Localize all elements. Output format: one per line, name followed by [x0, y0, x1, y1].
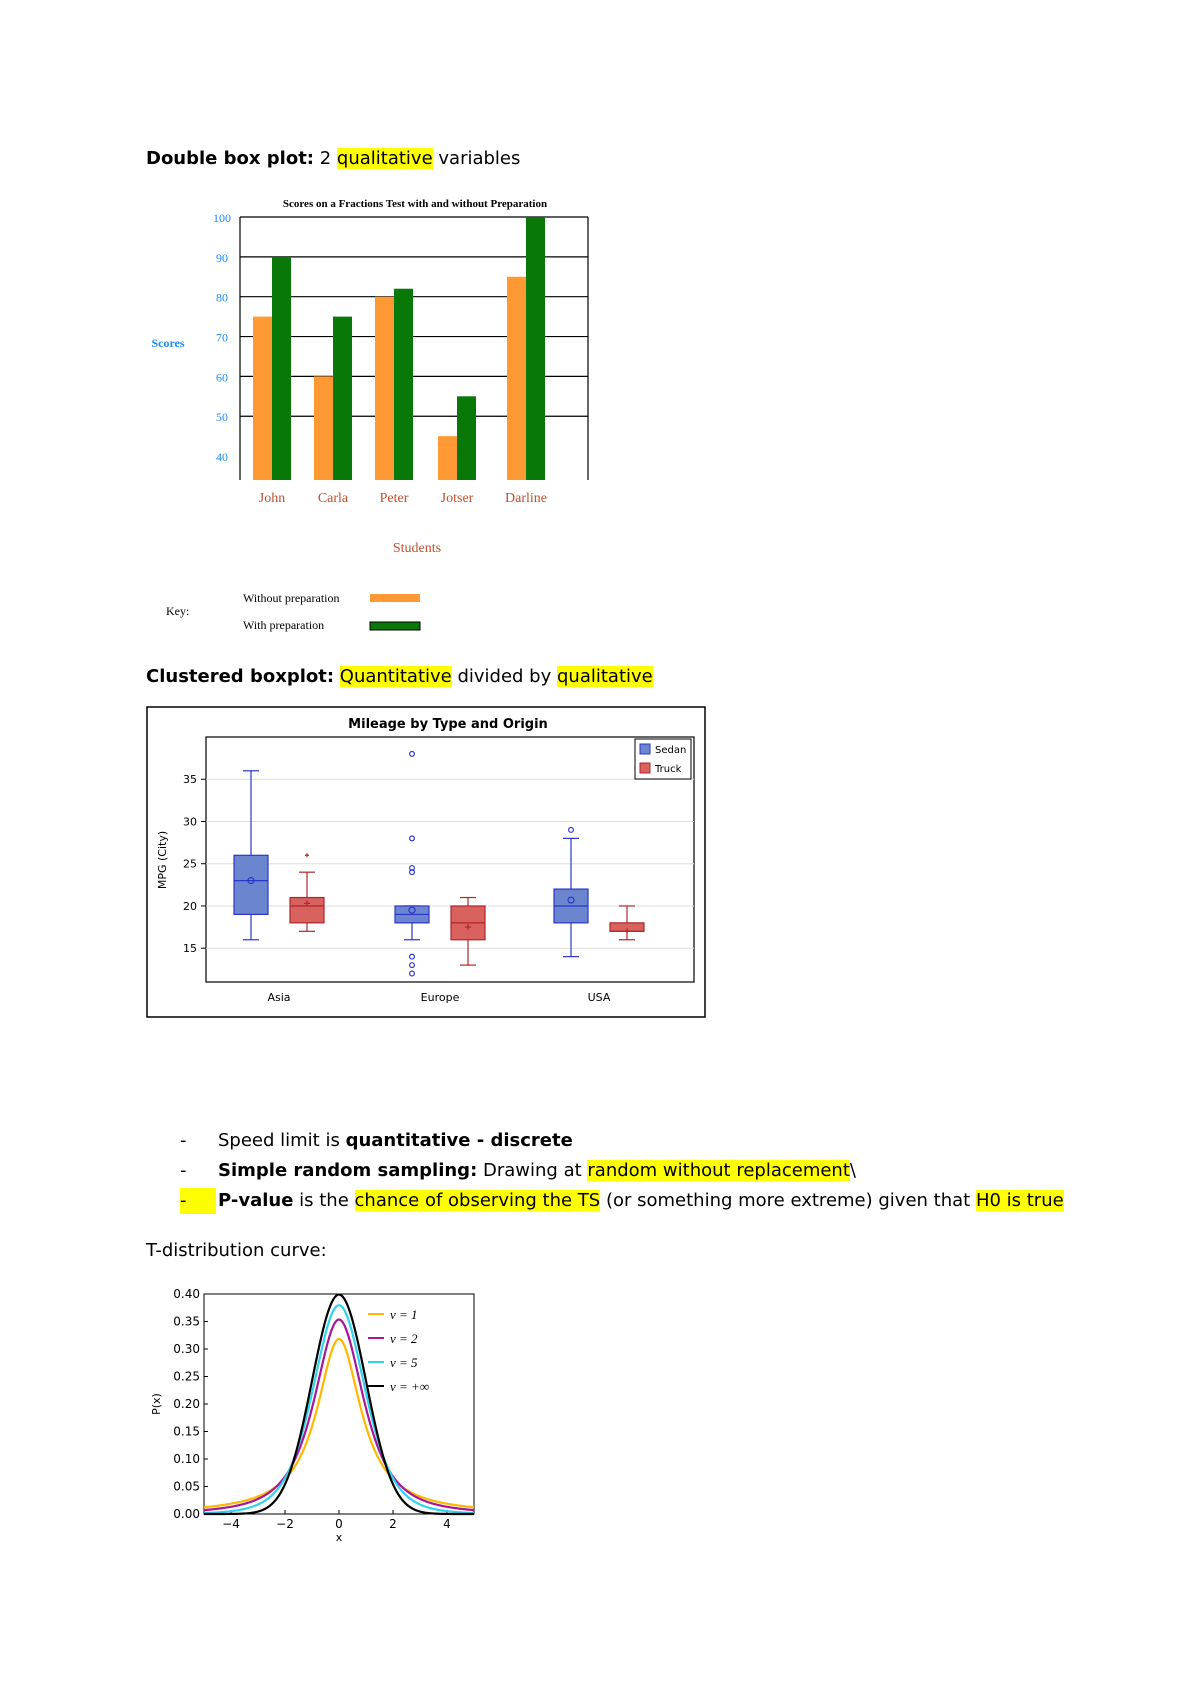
bar-chart	[140, 190, 760, 650]
y-tick-label: 0.40	[173, 1287, 200, 1301]
highlighted-text: H0 is true	[975, 1190, 1064, 1211]
legend-label: ν = +∞	[390, 1379, 430, 1394]
x-tick-label: Jotser	[440, 491, 474, 506]
y-tick-label: 30	[183, 815, 197, 829]
heading-clustered-highlight-1: Quantitative	[339, 666, 452, 687]
x-tick-label: Peter	[379, 491, 409, 506]
bar-with-preparation	[526, 217, 545, 480]
bar-without-preparation	[314, 376, 333, 480]
bullet-dash: -	[180, 1160, 187, 1181]
heading-clustered-space	[334, 666, 340, 687]
x-tick-label: 0	[335, 1517, 343, 1531]
bar-without-preparation	[375, 297, 394, 480]
legend-label-without: Without preparation	[243, 591, 340, 605]
y-tick-label: 35	[183, 773, 197, 787]
y-tick-label: 0.00	[173, 1507, 200, 1521]
bar-with-preparation	[457, 396, 476, 480]
chart-frame	[147, 707, 705, 1017]
bullet-text-part: quantitative - discrete	[345, 1130, 573, 1151]
bullet-dash: -	[180, 1130, 187, 1151]
x-tick-label: 4	[443, 1517, 451, 1531]
y-tick-label: 25	[183, 857, 197, 871]
heading-double-text-after: variables	[432, 148, 521, 169]
heading-clustered-boxplot	[146, 666, 653, 687]
heading-double-text: 2	[314, 148, 337, 169]
y-tick-label: 0.15	[173, 1424, 200, 1439]
y-tick-label: 100	[213, 211, 231, 225]
chart-title: Scores on a Fractions Test with and without Preparation	[282, 198, 548, 210]
bullet-text	[218, 1128, 573, 1154]
bar-with-preparation	[272, 257, 291, 480]
x-tick-label: Carla	[317, 491, 349, 506]
x-tick-label: Europe	[420, 991, 460, 1004]
heading-clustered-bold: Clustered boxplot:	[146, 666, 335, 687]
y-axis-label: P(x)	[150, 1393, 163, 1415]
bar-without-preparation	[507, 277, 526, 480]
y-tick-label: 0.25	[173, 1369, 200, 1384]
x-tick-label: −4	[222, 1517, 240, 1531]
y-tick-label: 0.30	[173, 1342, 200, 1356]
bullet-text-part: Speed limit is	[218, 1130, 346, 1151]
heading-double-highlight: qualitative	[336, 148, 433, 169]
bullet-text-part: (or something more extreme) given that	[600, 1190, 976, 1211]
bar-with-preparation	[333, 317, 352, 480]
x-tick-label: 2	[389, 1517, 397, 1531]
y-tick-label: 0.10	[173, 1452, 200, 1466]
y-tick-label: 0.35	[173, 1314, 200, 1329]
bar-without-preparation	[253, 317, 272, 480]
legend-label: ν = 5	[390, 1355, 418, 1370]
y-tick-label: 20	[183, 899, 197, 913]
bullet-text-part: Simple random sampling:	[218, 1160, 478, 1181]
y-tick-label: 80	[216, 290, 228, 305]
legend-key-label: Key:	[166, 604, 190, 618]
legend-swatch-without	[370, 594, 420, 602]
bullet-text	[218, 1158, 856, 1184]
heading-clustered-text: divided by	[451, 666, 557, 687]
bar-without-preparation	[438, 436, 457, 480]
y-tick-label: 0.05	[173, 1479, 200, 1494]
x-tick-label: John	[258, 491, 286, 506]
y-tick-label: 90	[216, 250, 228, 265]
x-tick-label: Asia	[267, 991, 291, 1004]
bullet-text-part: is the	[293, 1190, 355, 1211]
bullet-text	[218, 1188, 1064, 1214]
legend-label-truck: Truck	[655, 764, 682, 775]
x-tick-label: −2	[276, 1517, 294, 1531]
y-tick-label: 50	[216, 410, 228, 425]
y-tick-label: 15	[183, 942, 197, 956]
chart-title: Mileage by Type and Origin	[348, 717, 548, 732]
x-tick-label: USA	[587, 991, 611, 1004]
legend-label-sedan: Sedan	[655, 745, 687, 756]
plot-area	[204, 1294, 474, 1514]
bar-with-preparation	[394, 289, 413, 480]
bullet-text-part: Drawing at	[477, 1160, 588, 1181]
x-axis-label: Students	[392, 541, 442, 556]
x-axis-label: x	[335, 1531, 343, 1544]
legend-label-with: With preparation	[243, 618, 325, 632]
heading-t-distribution: T-distribution curve:	[146, 1240, 327, 1261]
highlighted-text: chance of observing the TS	[354, 1190, 601, 1211]
y-axis-label: Scores	[151, 336, 185, 350]
legend-label: ν = 1	[390, 1307, 418, 1322]
bullet-text-part: P-value	[218, 1190, 294, 1211]
legend-swatch-sedan	[640, 744, 650, 754]
bullet-text-part: \	[849, 1160, 856, 1181]
box-sedan	[234, 855, 268, 914]
heading-clustered-highlight-2: qualitative	[556, 666, 653, 687]
box-chart	[146, 706, 708, 1020]
y-tick-label: 40	[216, 450, 228, 465]
highlighted-text: random without replacement	[587, 1160, 850, 1181]
heading-double-box-plot	[146, 148, 520, 169]
t-distribution-chart	[140, 1282, 480, 1552]
y-tick-label: 70	[216, 330, 228, 345]
y-tick-label: 0.20	[173, 1397, 200, 1411]
y-tick-label: 60	[216, 370, 228, 385]
legend-swatch-truck	[640, 763, 650, 773]
y-axis-label: MPG (City)	[156, 830, 169, 890]
x-tick-label: Darline	[505, 491, 547, 506]
bullet-dash: -	[180, 1188, 216, 1214]
heading-double-bold: Double box plot:	[146, 148, 315, 169]
legend-label: ν = 2	[390, 1331, 418, 1346]
legend-swatch-with	[370, 622, 420, 630]
